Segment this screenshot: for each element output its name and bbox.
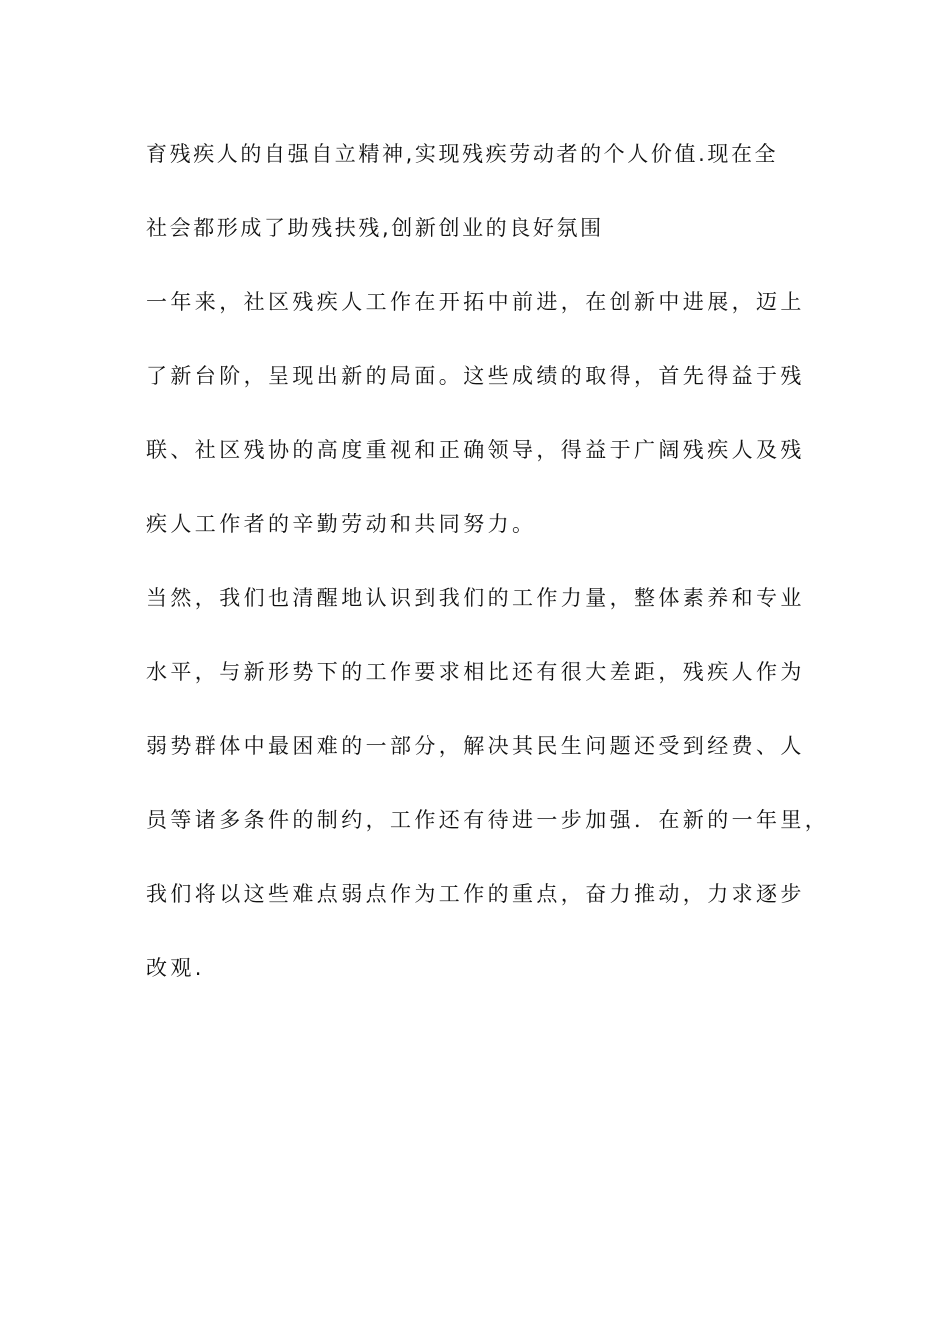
text-line: 社会都形成了助残扶残,创新创业的良好氛围 (146, 216, 604, 240)
text-line: 弱势群体中最困难的一部分，解决其民生问题还受到经费、人 (146, 734, 805, 758)
text-line: 我们将以这些难点弱点作为工作的重点，奋力推动，力求逐步 (146, 882, 805, 906)
document-body (146, 126, 830, 1014)
text-line: 一年来，社区残疾人工作在开拓中前进，在创新中进展，迈上 (146, 290, 805, 314)
text-line: 育残疾人的自强自立精神,实现残疾劳动者的个人价值.现在全 (146, 142, 779, 166)
text-line: 水平，与新形势下的工作要求相比还有很大差距，残疾人作为 (146, 660, 805, 684)
text-line: 当然，我们也清醒地认识到我们的工作力量，整体素养和专业 (146, 586, 805, 610)
text-line: 疾人工作者的辛勤劳动和共同努力。 (146, 512, 537, 536)
text-line: 员等诸多条件的制约，工作还有待进一步加强．在新的一年里， (146, 808, 830, 832)
text-line: 了新台阶，呈现出新的局面。这些成绩的取得，首先得益于残 (146, 364, 805, 388)
text-line: 改观. (146, 956, 205, 980)
text-line: 联、社区残协的高度重视和正确领导，得益于广阔残疾人及残 (146, 438, 805, 462)
